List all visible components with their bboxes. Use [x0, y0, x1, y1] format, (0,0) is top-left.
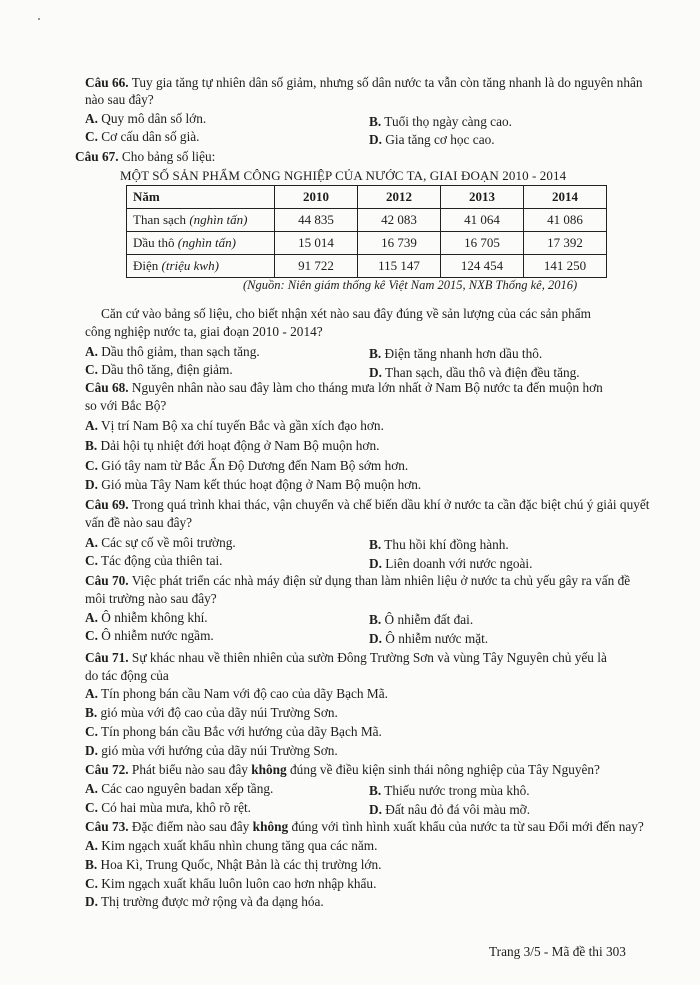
- header-year: 2010: [275, 186, 358, 209]
- q72-option-d[interactable]: D. Đất nâu đỏ đá vôi màu mỡ.: [369, 802, 531, 817]
- q67-number: Câu 67.: [75, 149, 119, 164]
- q69-number: Câu 69.: [85, 497, 129, 512]
- q68-number: Câu 68.: [85, 380, 129, 395]
- table-cell: 44 835: [275, 209, 358, 232]
- table-cell: 115 147: [358, 255, 441, 278]
- table-header-row: [127, 186, 607, 209]
- table-cell: 17 392: [524, 232, 607, 255]
- q70-stem-line2: môi trường nào sau đây?: [85, 591, 217, 606]
- q67-question-line1: Căn cứ vào bảng số liệu, cho biết nhận xét nào sau đây đúng về sản lượng của các sản phẩm: [101, 306, 592, 321]
- q73-stem: Câu 73. Đặc điểm nào sau đây không đúng với tình hình xuất khẩu của nước ta từ sau Đổi mới đến nay?: [85, 819, 644, 834]
- q73-number: Câu 73.: [85, 819, 129, 834]
- q72-stem: Câu 72. Phát biểu nào sau đây không đúng về điều kiện sinh thái nông nghiệp của Tây Nguyên?: [85, 762, 600, 777]
- header-year: 2013: [441, 186, 524, 209]
- q68-option-d[interactable]: D. Gió mùa Tây Nam kết thúc hoạt động ở Nam Bộ muộn hơn.: [85, 477, 422, 492]
- table-row: [127, 209, 607, 232]
- page-footer: Trang 3/5 - Mã đề thi 303: [489, 944, 626, 959]
- q70-option-c[interactable]: C. Ô nhiễm nước ngầm.: [85, 628, 214, 643]
- q71-stem-line1: Câu 71. Sự khác nhau về thiên nhiên của sườn Đông Trường Sơn và vùng Tây Nguyên chủ yếu là: [85, 650, 607, 665]
- row-label: Than sạch (nghìn tấn): [127, 209, 275, 232]
- q69-option-d[interactable]: D. Liên doanh với nước ngoài.: [369, 556, 533, 571]
- q72-keyword: không: [251, 762, 287, 777]
- q70-option-b[interactable]: B. Ô nhiễm đất đai.: [369, 612, 474, 627]
- table-title: MỘT SỐ SẢN PHẨM CÔNG NGHIỆP CỦA NƯỚC TA, GIAI ĐOẠN 2010 - 2014: [120, 168, 567, 183]
- q66-stem-line2: nào sau đây?: [85, 92, 154, 107]
- q69-option-c[interactable]: C. Tác động của thiên tai.: [85, 553, 223, 568]
- q68-option-c[interactable]: C. Gió tây nam từ Bắc Ấn Độ Dương đến Nam Bộ sớm hơn.: [85, 458, 409, 473]
- table-cell: 91 722: [275, 255, 358, 278]
- header-year: 2014: [524, 186, 607, 209]
- q71-option-a[interactable]: A. Tín phong bán cầu Nam với độ cao của dãy Bạch Mã.: [85, 686, 388, 701]
- table-cell: 141 250: [524, 255, 607, 278]
- q66-option-d[interactable]: D. Gia tăng cơ học cao.: [369, 132, 495, 147]
- q71-number: Câu 71.: [85, 650, 129, 665]
- q67-question-line2: công nghiệp nước ta, giai đoạn 2010 - 2014?: [85, 324, 323, 339]
- q66-option-c[interactable]: C. Cơ cấu dân số già.: [85, 129, 200, 144]
- q67-option-b[interactable]: B. Điện tăng nhanh hơn dầu thô.: [369, 346, 543, 361]
- q70-option-d[interactable]: D. Ô nhiễm nước mặt.: [369, 631, 489, 646]
- table-cell: 16 705: [441, 232, 524, 255]
- q73-option-b[interactable]: B. Hoa Kì, Trung Quốc, Nhật Bản là các thị trường lớn.: [85, 857, 382, 872]
- table-cell: 42 083: [358, 209, 441, 232]
- q67-stem: Câu 67. Cho bảng số liệu:: [75, 149, 216, 164]
- table-source: (Nguồn: Niên giám thống kê Việt Nam 2015, NXB Thống kê, 2016): [243, 278, 578, 292]
- q71-stem-line2: do tác động của: [85, 668, 169, 683]
- q68-option-a[interactable]: A. Vị trí Nam Bộ xa chí tuyến Bắc và gần xích đạo hơn.: [85, 418, 384, 433]
- q69-stem-line2: vấn đề nào sau đây?: [85, 515, 193, 530]
- q66-option-b[interactable]: B. Tuổi thọ ngày càng cao.: [369, 114, 512, 129]
- q72-option-b[interactable]: B. Thiếu nước trong mùa khô.: [369, 783, 530, 798]
- q71-option-d[interactable]: D. gió mùa với hướng của dãy núi Trường Sơn.: [85, 743, 338, 758]
- q70-number: Câu 70.: [85, 573, 129, 588]
- q69-option-a[interactable]: A. Các sự cố về môi trường.: [85, 535, 236, 550]
- q67-option-d[interactable]: D. Than sạch, dầu thô và điện đều tăng.: [369, 365, 580, 380]
- table-row: [127, 232, 607, 255]
- header-year-label: Năm: [127, 186, 275, 209]
- q73-option-a[interactable]: A. Kim ngạch xuất khẩu nhìn chung tăng qua các năm.: [85, 838, 378, 853]
- row-label: Điện (triệu kwh): [127, 255, 275, 278]
- table-row: [127, 255, 607, 278]
- data-table: [126, 185, 607, 278]
- q70-stem-line1: Câu 70. Việc phát triển các nhà máy điện sử dụng than làm nhiên liệu ở nước ta chủ yếu gây ra vấn đề: [85, 573, 631, 588]
- q68-stem-line2: so với Bắc Bộ?: [85, 398, 167, 413]
- q72-option-c[interactable]: C. Có hai mùa mưa, khô rõ rệt.: [85, 800, 252, 815]
- q66-option-a[interactable]: A. Quy mô dân số lớn.: [85, 111, 207, 126]
- q73-option-d[interactable]: D. Thị trường được mở rộng và đa dạng hóa.: [85, 894, 324, 909]
- q72-option-a[interactable]: A. Các cao nguyên badan xếp tầng.: [85, 781, 274, 796]
- q71-option-c[interactable]: C. Tín phong bán cầu Bắc với hướng của dãy Bạch Mã.: [85, 724, 382, 739]
- q69-option-b[interactable]: B. Thu hồi khí đồng hành.: [369, 537, 509, 552]
- q66-number: Câu 66.: [85, 75, 129, 90]
- table-cell: 41 064: [441, 209, 524, 232]
- q67-option-c[interactable]: C. Dầu thô tăng, điện giảm.: [85, 362, 233, 377]
- header-year: 2012: [358, 186, 441, 209]
- q70-option-a[interactable]: A. Ô nhiễm không khí.: [85, 610, 208, 625]
- q71-option-b[interactable]: B. gió mùa với độ cao của dãy núi Trường Sơn.: [85, 705, 338, 720]
- q67-option-a[interactable]: A. Dầu thô giảm, than sạch tăng.: [85, 344, 260, 359]
- q69-stem-line1: Câu 69. Trong quá trình khai thác, vận chuyển và chế biến dầu khí ở nước ta cần đặc biệt chú ý giải quyết: [85, 497, 650, 512]
- table-cell: 16 739: [358, 232, 441, 255]
- q68-stem-line1: Câu 68. Nguyên nhân nào sau đây làm cho tháng mưa lớn nhất ở Nam Bộ nước ta đến muộn hơn: [85, 380, 603, 395]
- q66-stem-line1: Câu 66. Tuy gia tăng tự nhiên dân số giảm, nhưng số dân nước ta vẫn còn tăng nhanh là do nguyên nhân: [85, 75, 643, 90]
- table-cell: 124 454: [441, 255, 524, 278]
- row-label: Dầu thô (nghìn tấn): [127, 232, 275, 255]
- table-cell: 41 086: [524, 209, 607, 232]
- q73-option-c[interactable]: C. Kim ngạch xuất khẩu luôn luôn cao hơn nhập khẩu.: [85, 876, 377, 891]
- table-cell: 15 014: [275, 232, 358, 255]
- q72-number: Câu 72.: [85, 762, 129, 777]
- q68-option-b[interactable]: B. Dải hội tụ nhiệt đới hoạt động ở Nam Bộ muộn hơn.: [85, 438, 380, 453]
- scan-speck: [38, 18, 40, 20]
- q73-keyword: không: [252, 819, 289, 834]
